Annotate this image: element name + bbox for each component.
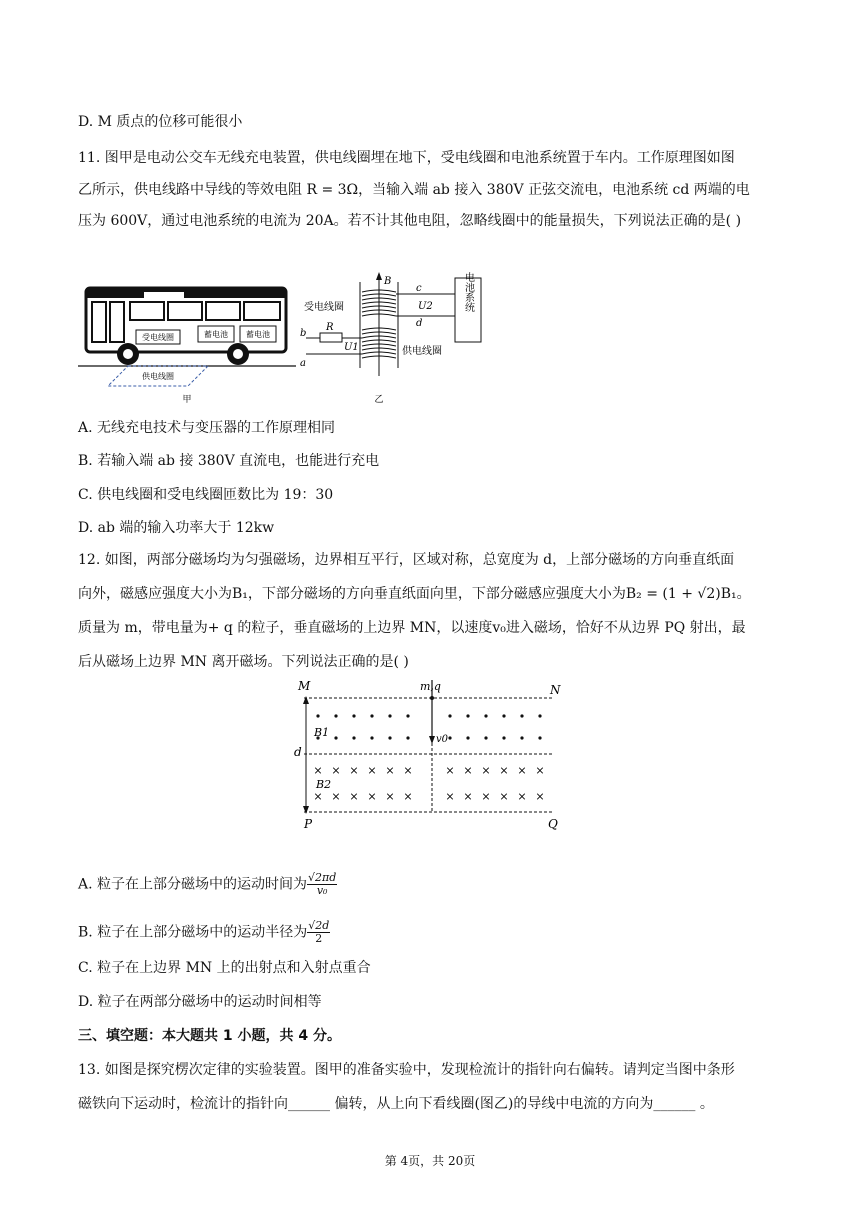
q12-option-a-denominator: v₀ — [316, 884, 328, 897]
q11-line-1: 11. 图甲是电动公交车无线充电装置，供电线圈埋在地下，受电线圈和电池系统置于车内。工作原理图如图 — [78, 150, 735, 166]
q12-option-a-numerator: √2πd — [308, 871, 337, 884]
field-in-cross: × — [349, 790, 359, 803]
q12-option-b — [78, 920, 330, 945]
label-B1: B1 — [314, 726, 330, 739]
bus-caption: 甲 — [182, 395, 192, 405]
q11-option-a: A. 无线充电技术与变压器的工作原理相同 — [78, 420, 336, 436]
field-in-cross: × — [331, 790, 341, 803]
field-in-cross: × — [349, 764, 359, 777]
q12-line-3: 质量为 m，带电量为+ q 的粒子，垂直磁场的上边界 MN，以速度v₀进入磁场，恰好不从边界 PQ 射出，最 — [78, 620, 746, 636]
bus-label-supply-coil: 供电线圈 — [142, 372, 174, 381]
field-out-dot — [520, 714, 523, 717]
field-in-cross: × — [481, 764, 491, 777]
field-in-cross: × — [331, 764, 341, 777]
terminal-b: b — [300, 328, 307, 339]
field-in-cross: × — [535, 790, 545, 803]
bus-label-receiver-coil: 受电线圈 — [142, 333, 174, 342]
terminal-c: c — [416, 283, 422, 294]
receiver-coil-label: 受电线圈 — [304, 302, 344, 313]
field-in-cross: × — [385, 790, 395, 803]
label-M: M — [298, 679, 311, 693]
bus-label-battery-2: 蓄电池 — [246, 330, 270, 339]
field-out-dot — [352, 714, 355, 717]
field-in-cross: × — [403, 764, 413, 777]
field-out-dot — [502, 714, 505, 717]
circuit-figure — [298, 272, 488, 410]
bus-label-battery-1: 蓄电池 — [204, 330, 228, 339]
battery-system-label: 电池系统 — [462, 272, 474, 312]
field-in-cross: × — [367, 790, 377, 803]
q13-line-1: 13. 如图是探究楞次定律的实验装置。图甲的准备实验中，发现检流计的指针向右偏转。请判定当图中条形 — [78, 1062, 735, 1078]
q11-option-c: C. 供电线圈和受电线圈匝数比为 19：30 — [78, 487, 334, 503]
b-field-label: B — [384, 276, 392, 287]
field-in-cross: × — [517, 764, 527, 777]
field-out-dot — [406, 736, 409, 739]
magnetic-field-figure — [288, 676, 570, 836]
field-out-dot — [502, 736, 505, 739]
label-v0: v0 — [436, 734, 449, 745]
q12-option-a — [78, 872, 337, 897]
label-d: d — [294, 745, 302, 759]
field-out-dot — [520, 736, 523, 739]
q11-option-b: B. 若输入端 ab 接 380V 直流电，也能进行充电 — [78, 453, 380, 469]
field-out-dot — [484, 736, 487, 739]
u1-label: U1 — [344, 342, 359, 353]
label-mq: m,q — [420, 680, 441, 693]
q12-option-b-denominator: 2 — [315, 932, 323, 945]
label-Q: Q — [548, 817, 558, 831]
field-in-cross: × — [445, 764, 455, 777]
field-out-dot — [370, 736, 373, 739]
q12-option-b-text: B. 粒子在上部分磁场中的运动半径为 — [78, 924, 308, 941]
field-in-cross: × — [313, 790, 323, 803]
q12-option-b-numerator: √2d — [308, 919, 330, 932]
field-in-cross: × — [403, 790, 413, 803]
label-N: N — [550, 683, 561, 697]
field-in-cross: × — [385, 764, 395, 777]
q13-line-2: 磁铁向下运动时，检流计的指针向______ 偏转，从上向下看线圈(图乙)的导线中电流的方向为______ 。 — [78, 1096, 714, 1112]
terminal-a: a — [300, 358, 306, 369]
supply-coil-label: 供电线圈 — [402, 346, 442, 357]
field-out-dot — [388, 714, 391, 717]
field-out-dot — [466, 736, 469, 739]
q12-line-1: 12. 如图，两部分磁场均为匀强磁场，边界相互平行，区域对称，总宽度为 d，上部分磁场的方向垂直纸面 — [78, 552, 735, 568]
field-out-dot — [352, 736, 355, 739]
field-out-dot — [316, 714, 319, 717]
prev-option-d: D. M 质点的位移可能很小 — [78, 114, 243, 130]
field-out-dot — [538, 736, 541, 739]
field-in-cross: × — [481, 790, 491, 803]
field-out-dot — [388, 736, 391, 739]
field-in-cross: × — [445, 790, 455, 803]
bus-figure — [78, 278, 296, 408]
field-in-cross: × — [367, 764, 377, 777]
field-out-dot — [466, 714, 469, 717]
field-in-cross: × — [535, 764, 545, 777]
resistor-r-label: R — [326, 322, 334, 333]
q11-line-3: 压为 600V，通过电池系统的电流为 20A。若不计其他电阻，忽略线圈中的能量损失，下列说法正确的是( ) — [78, 213, 742, 229]
field-in-cross: × — [499, 764, 509, 777]
field-out-dot — [406, 714, 409, 717]
field-in-cross: × — [463, 764, 473, 777]
page-footer: 第 4页，共 20页 — [384, 1154, 476, 1168]
section-3-title: 三、填空题：本大题共 1 小题，共 4 分。 — [78, 1028, 341, 1044]
q12-option-c: C. 粒子在上边界 MN 上的出射点和入射点重合 — [78, 960, 371, 976]
q12-option-d: D. 粒子在两部分磁场中的运动时间相等 — [78, 994, 322, 1010]
field-out-dot — [448, 714, 451, 717]
q12-option-a-fraction — [307, 872, 337, 897]
u2-label: U2 — [418, 301, 433, 312]
field-in-cross: × — [313, 764, 323, 777]
field-in-cross: × — [499, 790, 509, 803]
field-out-dot — [538, 714, 541, 717]
field-out-dot — [448, 736, 451, 739]
field-in-cross: × — [517, 790, 527, 803]
field-out-dot — [334, 736, 337, 739]
q12-option-a-text: A. 粒子在上部分磁场中的运动时间为 — [78, 876, 308, 893]
circuit-caption: 乙 — [374, 395, 384, 405]
q12-line-4: 后从磁场上边界 MN 离开磁场。下列说法正确的是( ) — [78, 654, 409, 670]
q11-line-2: 乙所示，供电线路中导线的等效电阻 R = 3Ω，当输入端 ab 接入 380V 正弦交流电，电池系统 cd 两端的电 — [78, 182, 750, 198]
label-B2: B2 — [316, 778, 332, 791]
field-in-cross: × — [463, 790, 473, 803]
terminal-d: d — [416, 318, 423, 329]
q12-option-b-fraction — [307, 920, 330, 945]
q12-line-2: 向外，磁感应强度大小为B₁，下部分磁场的方向垂直纸面向里，下部分磁感应强度大小为B₂ = (1 + √2)B₁。 — [78, 586, 751, 602]
label-P: P — [304, 817, 313, 831]
field-out-dot — [484, 714, 487, 717]
field-out-dot — [370, 714, 373, 717]
field-out-dot — [334, 714, 337, 717]
q11-option-d: D. ab 端的输入功率大于 12kw — [78, 520, 275, 536]
